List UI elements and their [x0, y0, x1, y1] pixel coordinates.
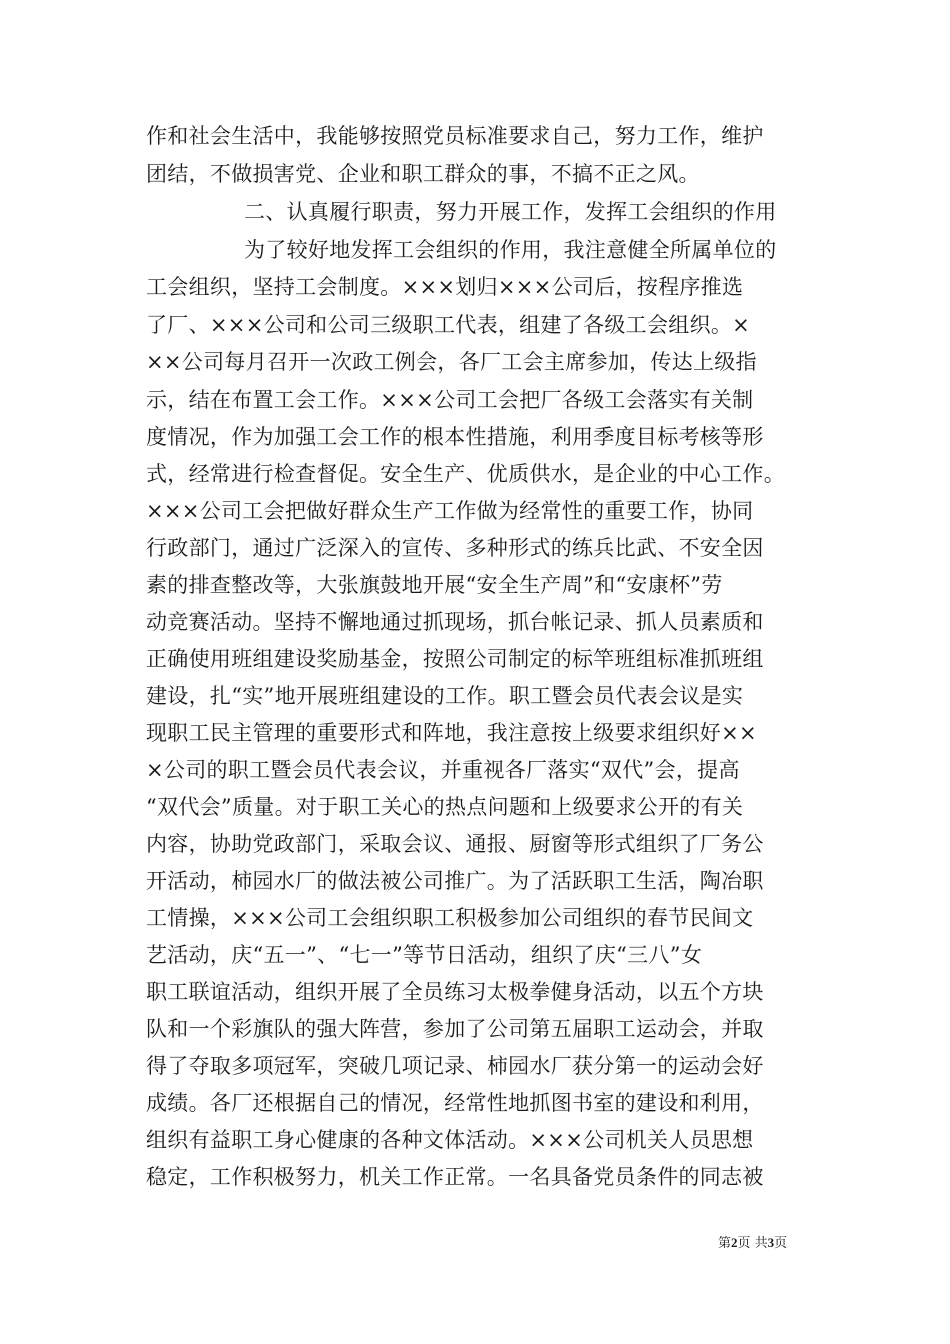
paragraph-first-line: 为了较好地发挥工会组织的作用，我注意健全所属单位的 [244, 238, 777, 262]
text-line: ×××公司工会把做好群众生产工作做为经常性的重要工作，协同 [146, 499, 754, 523]
text-line: 行政部门，通过广泛深入的宣传、多种形式的练兵比武、不安全因 [146, 536, 764, 560]
text-line: 建设，扎“实”地开展班组建设的工作。职工暨会员代表会议是实 [146, 684, 744, 708]
text-line: ×公司的职工暨会员代表会议，并重视各厂落实“双代”会，提高 [146, 758, 740, 782]
text-line: 式，经常进行检查督促。安全生产、优质供水，是企业的中心工作。 [146, 462, 785, 486]
footer-middle: 页 共 [737, 1236, 768, 1251]
text-line: ××公司每月召开一次政工例会，各厂工会主席参加，传达上级指 [146, 350, 757, 374]
footer-suffix: 页 [774, 1236, 788, 1251]
text-line: 组织有益职工身心健康的各种文体活动。×××公司机关人员思想 [146, 1128, 754, 1152]
text-line: 工情操，×××公司工会组织职工积极参加公司组织的春节民间文 [146, 906, 754, 930]
text-line: 作和社会生活中，我能够按照党员标准要求自己，努力工作，维护 [146, 124, 764, 148]
text-line: 度情况，作为加强工会工作的根本性措施，利用季度目标考核等形 [146, 425, 764, 449]
text-line: 队和一个彩旗队的强大阵营，参加了公司第五届职工运动会，并取 [146, 1017, 764, 1041]
text-line: 成绩。各厂还根据自己的情况，经常性地抓图书室的建设和利用， [146, 1091, 764, 1115]
text-line: 团结，不做损害党、企业和职工群众的事，不搞不正之风。 [146, 162, 700, 186]
text-line: 内容，协助党政部门，采取会议、通报、厨窗等形式组织了厂务公 [146, 832, 764, 856]
text-line: 示，结在布置工会工作。×××公司工会把厂各级工会落实有关制 [146, 388, 754, 412]
text-line: “双代会”质量。对于职工关心的热点问题和上级要求公开的有关 [146, 795, 744, 819]
page-footer [718, 1235, 787, 1252]
text-line: 正确使用班组建设奖励基金，按照公司制定的标竿班组标准抓班组 [146, 647, 764, 671]
footer-prefix: 第 [718, 1236, 732, 1251]
text-line: 工会组织，坚持工会制度。×××划归×××公司后，按程序推选 [146, 275, 744, 299]
text-line: 得了夺取多项冠军，突破几项记录、柿园水厂获分第一的运动会好 [146, 1054, 764, 1078]
text-line: 艺活动，庆“五一”、“七一”等节日活动，组织了庆“三八”女 [146, 943, 703, 967]
section-heading: 二、认真履行职责，努力开展工作，发挥工会组织的作用 [244, 200, 777, 224]
text-line: 稳定，工作积极努力，机关工作正常。一名具备党员条件的同志被 [146, 1165, 764, 1189]
text-line: 开活动，柿园水厂的做法被公司推广。为了活跃职工生活，陶冶职 [146, 869, 764, 893]
text-line: 动竞赛活动。坚持不懈地通过抓现场，抓台帐记录、抓人员素质和 [146, 610, 764, 634]
total-pages-number: 3 [767, 1235, 775, 1250]
text-line: 现职工民主管理的重要形式和阵地，我注意按上级要求组织好×× [146, 721, 757, 745]
text-line: 素的排查整改等，大张旗鼓地开展“安全生产周”和“安康杯”劳 [146, 573, 723, 597]
text-line: 职工联谊活动，组织开展了全员练习太极拳健身活动，以五个方块 [146, 980, 764, 1004]
text-line: 了厂、×××公司和公司三级职工代表，组建了各级工会组织。× [146, 313, 751, 337]
current-page-number: 2 [731, 1235, 738, 1250]
